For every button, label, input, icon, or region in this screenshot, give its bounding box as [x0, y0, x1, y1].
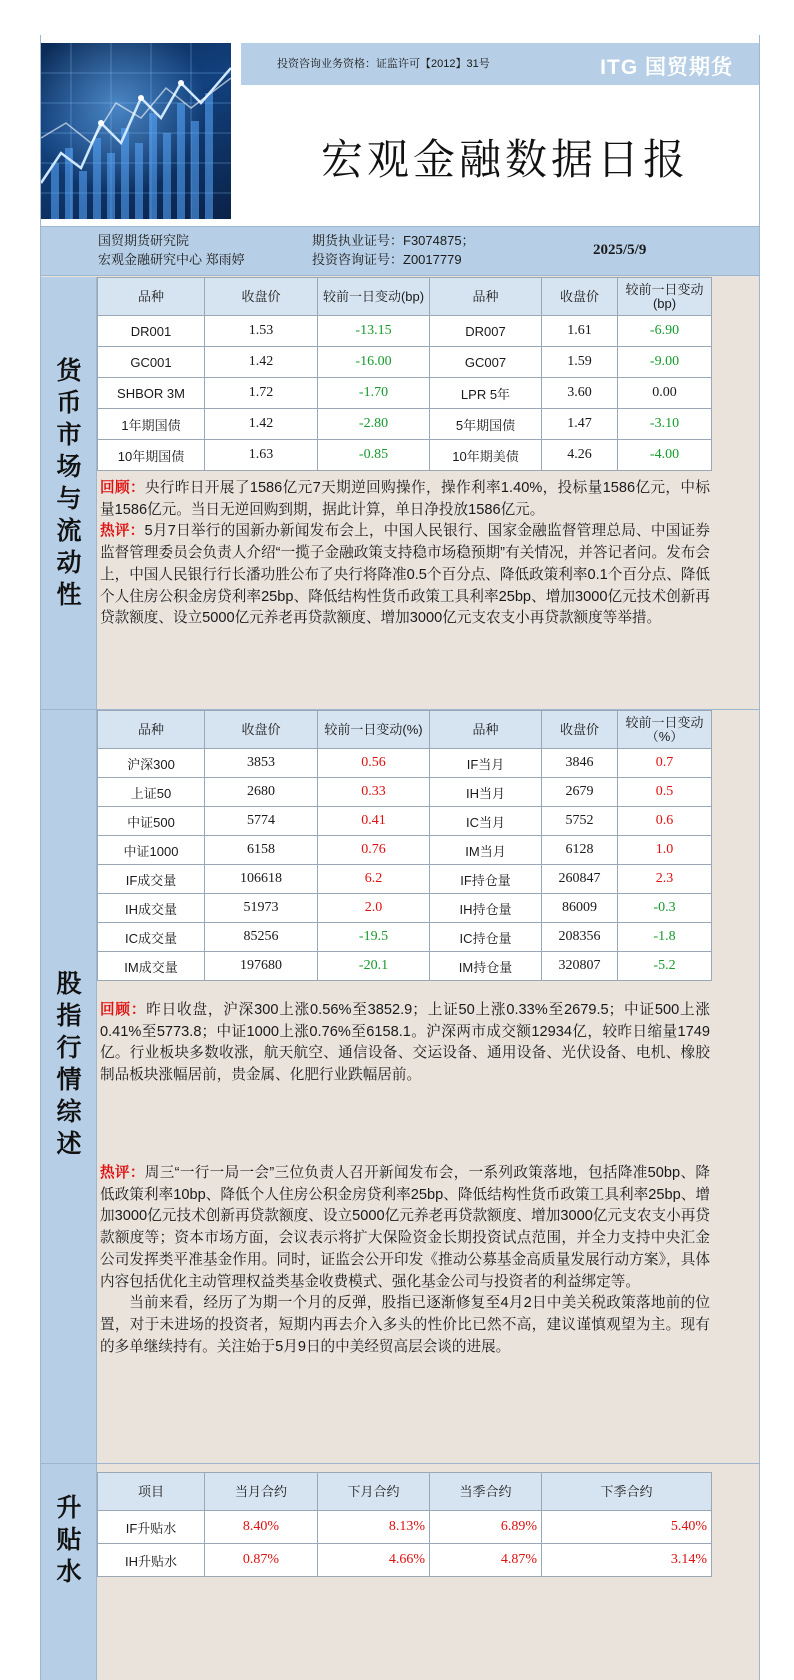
table-cell: 320807: [542, 952, 618, 981]
table-cell: IC当月: [430, 807, 542, 836]
column-header: 项目: [98, 1473, 205, 1511]
table-cell: DR001: [98, 316, 205, 347]
table-cell: 4.66%: [318, 1544, 430, 1577]
basis-sidebar: [41, 1464, 97, 1680]
table-cell: 6.2: [318, 865, 430, 894]
side-title-char: 综: [56, 1097, 82, 1126]
stock-index-section: [41, 709, 760, 1463]
table-cell: -13.15: [318, 316, 430, 347]
report-page: [40, 35, 760, 1680]
table-cell: -2.80: [318, 409, 430, 440]
column-header: 收盘价: [542, 711, 618, 749]
money-market-table: [97, 277, 712, 471]
table-cell: 1.42: [205, 347, 318, 378]
table-cell: 85256: [205, 923, 318, 952]
column-header: 较前一日变动(bp): [618, 278, 712, 316]
table-cell: -1.70: [318, 378, 430, 409]
table-cell: 1.72: [205, 378, 318, 409]
report-date: 2025/5/9: [593, 242, 647, 258]
column-header: 收盘价: [205, 711, 318, 749]
side-title-char: 货: [56, 356, 82, 385]
table-cell: -16.00: [318, 347, 430, 378]
table-cell: -5.2: [618, 952, 712, 981]
table-cell: -4.00: [618, 440, 712, 471]
basis-table: [97, 1472, 712, 1577]
table-cell: IC持仓量: [430, 923, 542, 952]
column-header: 当月合约: [205, 1473, 318, 1511]
table-cell: SHBOR 3M: [98, 378, 205, 409]
table-row: [98, 378, 712, 409]
column-header: 当季合约: [430, 1473, 542, 1511]
table-cell: 10年期国债: [98, 440, 205, 471]
table-cell: 1.53: [205, 316, 318, 347]
table-cell: -20.1: [318, 952, 430, 981]
side-title-char: 流: [56, 516, 82, 545]
table-cell: 5.40%: [542, 1511, 712, 1544]
side-title-char: 述: [56, 1129, 82, 1158]
table-cell: -1.8: [618, 923, 712, 952]
table-header-row: [98, 278, 712, 316]
table-cell: -9.00: [618, 347, 712, 378]
column-header: 品种: [430, 711, 542, 749]
table-cell: 6.89%: [430, 1511, 542, 1544]
review-label: 回顾：: [100, 1002, 147, 1018]
side-title-char: 性: [56, 580, 82, 609]
column-header: 较前一日变动(bp): [318, 278, 430, 316]
money-market-side-title: [41, 355, 97, 611]
table-cell: IF成交量: [98, 865, 205, 894]
side-title-char: 与: [56, 484, 82, 513]
table-cell: 1年期国债: [98, 409, 205, 440]
table-row: [98, 316, 712, 347]
table-cell: 10年期美债: [430, 440, 542, 471]
outlook-text: 当前来看，经历了为期一个月的反弹，股指已逐渐修复至4月2日中美关税政策落地前的位置，对于未进场的投资者，短期内再去介入多头的性价比已然不高，建议谨慎观望为主。现有的多单继续持有。关注始于5月9日的中美经贸高层会谈的进展。: [100, 1295, 710, 1355]
table-cell: 3846: [542, 749, 618, 778]
table-row: [98, 894, 712, 923]
stock-index-side-title: [41, 968, 97, 1160]
table-row: [98, 1544, 712, 1577]
org-line1: 国贸期货研究院: [98, 233, 190, 248]
side-title-char: 情: [56, 1065, 82, 1094]
table-cell: IF持仓量: [430, 865, 542, 894]
table-cell: 1.59: [542, 347, 618, 378]
column-header: 下季合约: [542, 1473, 712, 1511]
table-cell: 208356: [542, 923, 618, 952]
column-header: 品种: [430, 278, 542, 316]
table-row: [98, 952, 712, 981]
table-row: [98, 347, 712, 378]
table-header-row: [98, 711, 712, 749]
side-title-char: 升: [56, 1493, 82, 1522]
table-cell: 0.33: [318, 778, 430, 807]
hot-label: 热评：: [100, 523, 145, 540]
basis-side-title: [41, 1492, 97, 1588]
table-cell: 8.40%: [205, 1511, 318, 1544]
stock-index-content: [97, 710, 760, 1355]
table-cell: 0.7: [618, 749, 712, 778]
table-cell: 260847: [542, 865, 618, 894]
table-cell: -0.85: [318, 440, 430, 471]
money-market-section: [41, 277, 760, 709]
column-header: 下月合约: [318, 1473, 430, 1511]
table-cell: 106618: [205, 865, 318, 894]
stock-index-sidebar: [41, 710, 97, 1463]
table-cell: IH成交量: [98, 894, 205, 923]
money-market-content: [97, 277, 760, 627]
table-row: [98, 749, 712, 778]
stock-index-table: [97, 710, 712, 981]
table-cell: 8.13%: [318, 1511, 430, 1544]
review-label: 回顾：: [100, 480, 145, 496]
side-title-char: 指: [56, 1001, 82, 1030]
side-title-char: 场: [56, 452, 82, 481]
table-cell: IF升贴水: [98, 1511, 205, 1544]
table-cell: IM当月: [430, 836, 542, 865]
org-info: [98, 231, 245, 269]
table-cell: IF当月: [430, 749, 542, 778]
license-text: 投资咨询业务资格：证监许可【2012】31号: [277, 58, 490, 70]
table-cell: 5752: [542, 807, 618, 836]
table-cell: 51973: [205, 894, 318, 923]
side-title-char: 股: [56, 969, 82, 998]
cert-info: [312, 231, 475, 269]
table-cell: 0.41: [318, 807, 430, 836]
side-title-char: 币: [56, 388, 82, 417]
report-title: 宏观金融数据日报: [321, 135, 690, 184]
table-row: [98, 865, 712, 894]
cert-line2: 投资咨询证号：Z0017779: [312, 252, 462, 267]
cert-line1: 期货执业证号：F3074875；: [312, 233, 475, 248]
table-row: [98, 836, 712, 865]
hot-text: 周三“一行一局一会”三位负责人召开新闻发布会，一系列政策落地，包括降准50bp、降低政策利率10bp、降低个人住房公积金房贷利率25bp、降低结构性货币政策工具利率25bp、增加3000亿元技术创新再贷款额度、设立5000亿元养老再贷款额度、增加3000亿元支农支小再贷款额度等；资本市场方面，会议表示将扩大保险资金长期投资试点范围，并全力支持中央汇金公司发挥类平准基金作用。同时，证监会公开印发《推动公募基金高质量发展行动方案》，具体内容包括优化主动管理权益类基金收费模式、强化基金公司与投资者的利益绑定等。: [100, 1165, 710, 1290]
table-cell: IH当月: [430, 778, 542, 807]
table-cell: 0.5: [618, 778, 712, 807]
table-cell: GC007: [430, 347, 542, 378]
table-row: [98, 440, 712, 471]
table-cell: 2.3: [618, 865, 712, 894]
table-cell: -0.3: [618, 894, 712, 923]
review-text: 昨日收盘，沪深300上涨0.56%至3852.9；上证50上涨0.33%至2679.5；中证500上涨0.41%至5773.8；中证1000上涨0.76%至6158.1。沪深两市成交额12934亿，较昨日缩量1749亿。行业板块多数收涨，航天航空、通信设备、交运设备、通用设备、光伏设备、电机、橡胶制品板块涨幅居前，贵金属、化肥行业跌幅居前。: [100, 1002, 710, 1084]
money-market-sidebar: [41, 277, 97, 709]
table-cell: 中证500: [98, 807, 205, 836]
table-cell: 0.00: [618, 378, 712, 409]
table-cell: 2680: [205, 778, 318, 807]
table-cell: 86009: [542, 894, 618, 923]
table-cell: 1.47: [542, 409, 618, 440]
table-cell: 4.87%: [430, 1544, 542, 1577]
table-cell: 中证1000: [98, 836, 205, 865]
finance-chart-image: [41, 43, 231, 219]
side-title-char: 动: [56, 548, 82, 577]
table-cell: 6128: [542, 836, 618, 865]
table-cell: 3853: [205, 749, 318, 778]
side-title-char: 水: [56, 1557, 82, 1586]
table-cell: 0.87%: [205, 1544, 318, 1577]
column-header: 品种: [98, 711, 205, 749]
hot-text: 5月7日举行的国新办新闻发布会上，中国人民银行、国家金融监督管理总局、中国证券监督管理委员会负责人介绍“一揽子金融政策支持稳市场稳预期”有关情况，并答记者问。发布会上，中国人民银行行长潘功胜公布了央行将降准0.5个百分点、降低政策利率0.1个百分点、降低个人住房公积金房贷利率25bp、降低结构性货币政策工具利率25bp、增加3000亿元技术创新再贷款额度、设立5000亿元养老再贷款额度、增加3000亿元支农支小再贷款额度等举措。: [100, 523, 710, 627]
basis-content: [97, 1472, 760, 1577]
table-cell: -6.90: [618, 316, 712, 347]
table-row: [98, 1511, 712, 1544]
table-cell: GC001: [98, 347, 205, 378]
column-header: 较前一日变动（%）: [618, 711, 712, 749]
table-cell: 4.26: [542, 440, 618, 471]
table-cell: 5年期国债: [430, 409, 542, 440]
table-cell: IC成交量: [98, 923, 205, 952]
table-cell: IM成交量: [98, 952, 205, 981]
org-line2: 宏观金融研究中心 郑雨婷: [98, 252, 245, 267]
table-cell: LPR 5年: [430, 378, 542, 409]
table-cell: 0.56: [318, 749, 430, 778]
side-title-char: 行: [56, 1033, 82, 1062]
hot-label: 热评：: [100, 1165, 145, 1181]
side-title-char: 市: [56, 420, 82, 449]
side-title-char: 贴: [56, 1525, 82, 1554]
column-header: 收盘价: [542, 278, 618, 316]
table-cell: 5774: [205, 807, 318, 836]
table-cell: 1.61: [542, 316, 618, 347]
table-cell: IH持仓量: [430, 894, 542, 923]
table-cell: 1.0: [618, 836, 712, 865]
column-header: 较前一日变动(%): [318, 711, 430, 749]
table-row: [98, 409, 712, 440]
table-row: [98, 778, 712, 807]
table-cell: 3.60: [542, 378, 618, 409]
author-info-row: [41, 226, 760, 276]
column-header: 收盘价: [205, 278, 318, 316]
review-text: 央行昨日开展了1586亿元7天期逆回购操作，操作利率1.40%，投标量1586亿元，中标量1586亿元。当日无逆回购到期，据此计算，单日净投放1586亿元。: [100, 480, 710, 518]
table-cell: 0.6: [618, 807, 712, 836]
table-cell: 197680: [205, 952, 318, 981]
column-header: 品种: [98, 278, 205, 316]
table-cell: 6158: [205, 836, 318, 865]
table-cell: 1.63: [205, 440, 318, 471]
table-cell: 2679: [542, 778, 618, 807]
stock-index-review: [100, 1000, 710, 1087]
company-logo: ITG 国贸期货: [600, 56, 733, 79]
table-cell: 0.76: [318, 836, 430, 865]
table-cell: 1.42: [205, 409, 318, 440]
table-cell: IH升贴水: [98, 1544, 205, 1577]
table-row: [98, 807, 712, 836]
table-cell: 3.14%: [542, 1544, 712, 1577]
basis-section: [41, 1463, 760, 1680]
table-header-row: [98, 1473, 712, 1511]
table-cell: 2.0: [318, 894, 430, 923]
stock-index-hot-comment: [100, 1163, 710, 1358]
table-row: [98, 923, 712, 952]
table-cell: 沪深300: [98, 749, 205, 778]
table-cell: -19.5: [318, 923, 430, 952]
table-cell: IM持仓量: [430, 952, 542, 981]
table-cell: -3.10: [618, 409, 712, 440]
table-cell: 上证50: [98, 778, 205, 807]
table-cell: DR007: [430, 316, 542, 347]
report-header: [41, 35, 760, 226]
money-market-commentary: [100, 478, 710, 630]
header-topbar: [241, 43, 760, 85]
